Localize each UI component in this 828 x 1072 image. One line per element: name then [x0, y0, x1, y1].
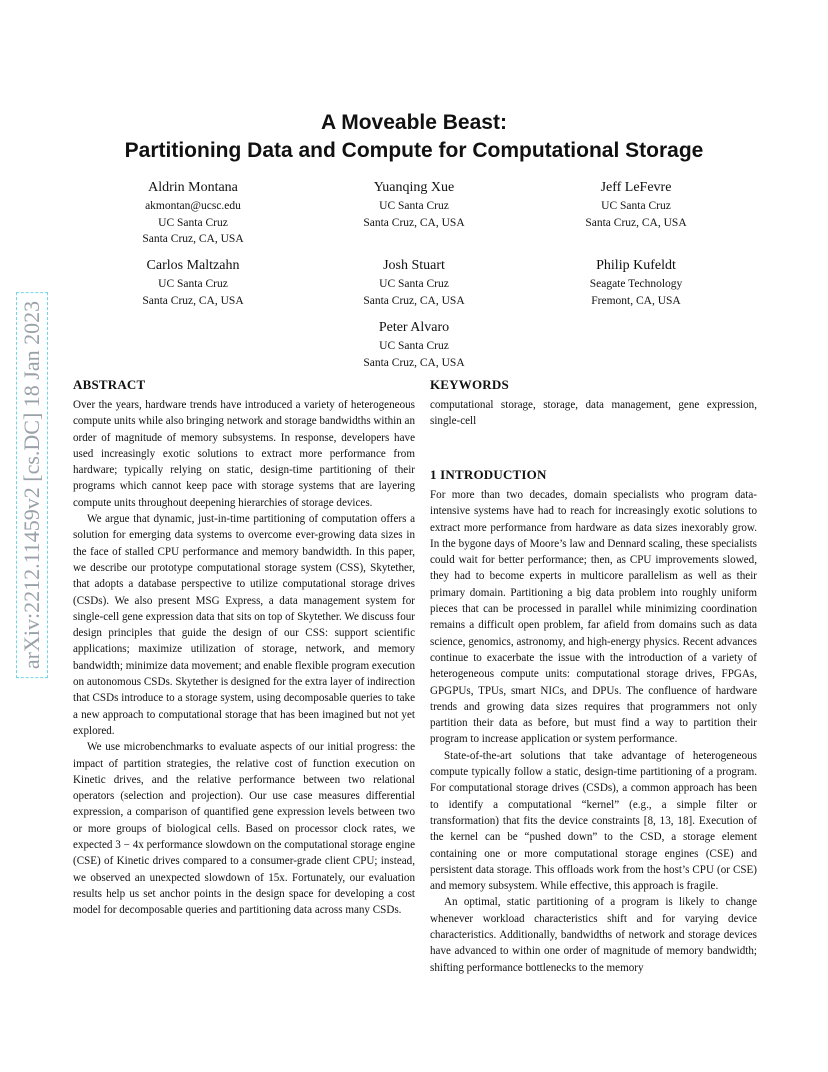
author-block — [304, 256, 524, 309]
author-email: akmontan@ucsc.edu — [145, 200, 241, 212]
author-block — [304, 178, 524, 231]
author-name: Peter Alvaro — [378, 320, 450, 335]
author-location: Fremont, CA, USA — [591, 294, 681, 307]
keywords-section — [430, 376, 757, 430]
author-location: Santa Cruz, CA, USA — [363, 356, 465, 369]
author-location: Santa Cruz, CA, USA — [585, 216, 687, 229]
author-affiliation: UC Santa Cruz — [158, 216, 228, 229]
author-name: Josh Stuart — [383, 258, 445, 273]
keywords-text: computational storage, storage, data management, gene expression, single-cell — [430, 399, 757, 428]
author-affiliation: UC Santa Cruz — [158, 278, 228, 290]
abstract-heading: ABSTRACT — [73, 377, 146, 392]
author-affiliation: UC Santa Cruz — [379, 278, 449, 290]
author-block — [526, 256, 746, 309]
abstract-section — [73, 376, 415, 919]
abstract-paragraph: Over the years, hardware trends have introduced a variety of heterogeneous compute units while also bringing network and storage bandwidths within an order of magnitude of memory subsystems. In response, developers have used increasingly exotic solutions to extract more performance from hardware; typically relying on static, design-time partitioning of their programs which cannot keep pace with storage systems that are layering compute units throughout deepening hierarchies of storage devices. — [73, 399, 415, 509]
author-affiliation: UC Santa Cruz — [601, 200, 671, 212]
author-location: Santa Cruz, CA, USA — [363, 294, 465, 307]
author-name: Aldrin Montana — [148, 180, 238, 195]
arxiv-id: arXiv:2212.11459v2 [cs.DC] 18 Jan 2023 — [16, 292, 48, 678]
intro-paragraph: State-of-the-art solutions that take advantage of heterogeneous compute typically follow a static, design-time partitioning of a program. For computational storage drives (CSDs), a common approach has been to identify a computational “kernel” (e.g., a simple filter or transformation) that fits the device constraints [8, 13, 18]. Execution of the kernel can be “pushed down” to the CSD, a storage element containing one or more computational storage engines (CSE) and persistent data storage. This offloads work from the host’s CPU (or CSE) and memory subsystem. While effective, this approach is fragile. — [430, 749, 757, 893]
author-affiliation: UC Santa Cruz — [379, 340, 449, 352]
keywords-heading: KEYWORDS — [430, 377, 509, 392]
author-name: Carlos Maltzahn — [146, 258, 240, 273]
abstract-paragraph: We argue that dynamic, just-in-time partitioning of computation offers a solution for emerging data systems to overcome ever-growing data sizes in the face of stalled CPU performance and memory bandwidth. In this paper, we describe our prototype computational storage system (CSS), Skytether, that adopts a database perspective to utilize computational storage drives (CSDs). We also present MSG Express, a data management system for single-cell gene expression data that sits on top of Skytether. We discuss four design principles that guide the design of our CSS: support scientific applications; maximize utilization of storage, network, and memory bandwidth; minimize data movement; and enable flexible program execution on autonomous CSDs. Skytether is designed for the extra layer of indirection that CSDs introduce to a storage system, using decomposable queries to take a new approach to computational storage that has been imagined but not yet explored. — [73, 513, 415, 737]
author-name: Philip Kufeldt — [596, 258, 676, 273]
introduction-section — [430, 466, 757, 976]
paper-title-line2: Partitioning Data and Compute for Computational Storage — [124, 139, 704, 162]
author-block — [304, 318, 524, 371]
intro-paragraph: For more than two decades, domain specialists who program data-intensive systems have had to reach for increasingly exotic solutions to extract more performance from hardware as data sizes inexorably grow. In the bygone days of Moore’s law and Dennard scaling, these specialists could wait for better performance; then, as CPU improvements slowed, they had to become experts in multicore parallelism as well as their primary domain. Partitioning a big data problem into roughly uniform pieces that can be processed in parallel while minimizing coordination remains a difficult open problem, far afield from domains such as data science, genomics, astronomy, and high-energy physics. Recent advances continue to exacerbate the issue with the introduction of a variety of heterogeneous compute units: computational storage drives, FPGAs, GPGPUs, TPUs, smart NICs, and DPUs. The confluence of hardware trends and growing data sizes requires that programmers not only partition their data as before, but must find a way to partition their program to increase application or system performance. — [430, 489, 757, 746]
author-location: Santa Cruz, CA, USA — [142, 294, 244, 307]
author-affiliation: Seagate Technology — [589, 278, 683, 290]
author-affiliation: UC Santa Cruz — [379, 200, 449, 212]
author-block — [83, 256, 303, 309]
intro-paragraph: An optimal, static partitioning of a program is likely to change whenever workload characteristics shift and for varying device characteristics. Additionally, bandwidths of network and storage devices have advanced to within one order of magnitude of memory bandwidth; shifting performance bottlenecks to the memory — [430, 896, 757, 974]
author-location: Santa Cruz, CA, USA — [363, 216, 465, 229]
author-name: Yuanqing Xue — [373, 180, 455, 195]
author-block — [526, 178, 746, 231]
abstract-paragraph: We use microbenchmarks to evaluate aspects of our initial progress: the impact of partition strategies, the relative cost of function execution on Kinetic drives, and the relative performance between two relational operators (selection and projection). Our use case measures differential expression, a comparison of quantified gene expression levels between two or more groups of biological cells. Based on processor clock rates, we expected 3 − 4x performance slowdown on the computational storage engine (CSE) of Kinetic drives compared to a consumer-grade client CPU; instead, we observed an unexpected slowdown of 15x. Fortunately, our evaluation results help us set anchor points in the design space for developing a cost model for decomposable queries and partitioning data across many CSDs. — [73, 741, 415, 917]
author-name: Jeff LeFevre — [600, 180, 672, 195]
introduction-heading: 1 INTRODUCTION — [430, 467, 547, 482]
author-location: Santa Cruz, CA, USA — [142, 233, 244, 245]
arxiv-watermark — [14, 260, 50, 710]
author-block — [83, 178, 303, 248]
paper-title-line1: A Moveable Beast: — [321, 111, 507, 134]
